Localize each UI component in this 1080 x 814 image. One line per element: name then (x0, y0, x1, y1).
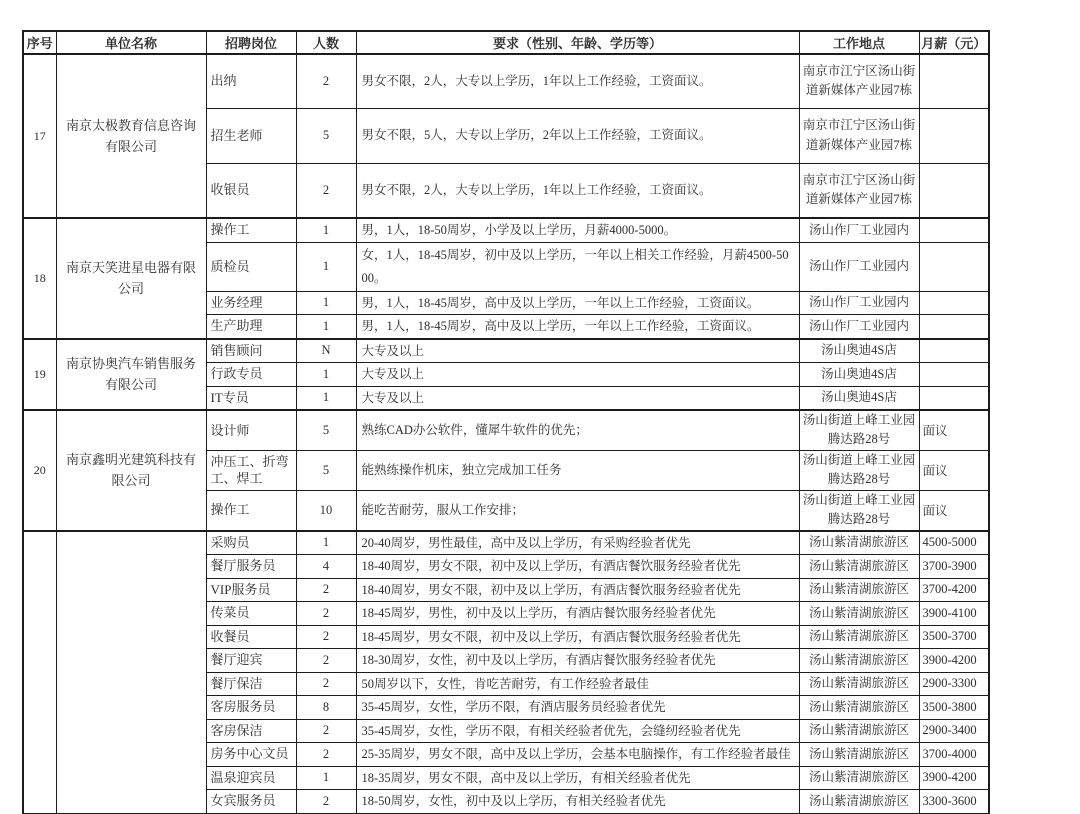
company-name-cell: 南京鑫明光建筑科技有限公司 (56, 410, 206, 531)
column-header-company: 单位名称 (56, 31, 206, 54)
position-cell: 招生老师 (206, 108, 296, 163)
column-header-position: 招聘岗位 (206, 31, 296, 54)
salary-cell: 3500-3700 (919, 625, 989, 649)
table-body (23, 54, 989, 813)
position-cell: 女宾服务员 (206, 790, 296, 814)
column-header-count: 人数 (296, 31, 356, 54)
company-name-cell (56, 531, 206, 814)
requirement-cell: 50周岁以下，女性，肯吃苦耐劳，有工作经验者最佳 (356, 672, 799, 696)
position-cell: 销售顾问 (206, 339, 296, 363)
requirement-cell: 18-35周岁，男女不限，高中及以上学历，有相关经验者优先 (356, 766, 799, 790)
headcount-cell: N (296, 339, 356, 363)
work-location-cell: 汤山街道上峰工业园腾达路28号 (799, 490, 919, 530)
headcount-cell: 5 (296, 108, 356, 163)
salary-cell: 3700-4200 (919, 578, 989, 602)
requirement-cell: 18-40周岁，男女不限，初中及以上学历，有酒店餐饮服务经验者优先 (356, 555, 799, 579)
requirement-cell: 35-45周岁，女性，学历不限，有相关经验者优先，会缝纫经验者优先 (356, 719, 799, 743)
position-cell: 行政专员 (206, 363, 296, 387)
salary-cell: 3900-4100 (919, 602, 989, 626)
work-location-cell: 汤山作厂工业园内 (799, 291, 919, 315)
work-location-cell: 汤山紫清湖旅游区 (799, 790, 919, 814)
headcount-cell: 1 (296, 531, 356, 555)
work-location-cell: 汤山作厂工业园内 (799, 315, 919, 339)
work-location-cell: 汤山奥迪4S店 (799, 363, 919, 387)
row-number-cell: 18 (23, 218, 56, 339)
work-location-cell: 南京市江宁区汤山街道新媒体产业园7栋 (799, 54, 919, 108)
work-location-cell: 汤山作厂工业园内 (799, 218, 919, 242)
requirement-cell: 35-45周岁，女性，学历不限，有酒店服务员经验者优先 (356, 696, 799, 720)
headcount-cell: 5 (296, 450, 356, 490)
headcount-cell: 1 (296, 386, 356, 410)
headcount-cell: 2 (296, 672, 356, 696)
requirement-cell: 18-45周岁，男性，初中及以上学历，有酒店餐饮服务经验者优先 (356, 602, 799, 626)
work-location-cell: 汤山紫清湖旅游区 (799, 743, 919, 767)
requirement-cell: 能熟练操作机床，独立完成加工任务 (356, 450, 799, 490)
work-location-cell: 南京市江宁区汤山街道新媒体产业园7栋 (799, 108, 919, 163)
company-name-cell: 南京天笑进星电器有限公司 (56, 218, 206, 339)
position-cell: 冲压工、折弯工、焊工 (206, 450, 296, 490)
column-header-salary: 月薪（元） (919, 31, 989, 54)
salary-cell: 2900-3300 (919, 672, 989, 696)
work-location-cell: 汤山作厂工业园内 (799, 242, 919, 291)
headcount-cell: 2 (296, 790, 356, 814)
work-location-cell: 汤山紫清湖旅游区 (799, 555, 919, 579)
requirement-cell: 大专及以上 (356, 339, 799, 363)
table-row (23, 410, 989, 450)
headcount-cell: 1 (296, 218, 356, 242)
requirement-cell: 熟练CAD办公软件，懂犀牛软件的优先； (356, 410, 799, 450)
position-cell: 餐厅保洁 (206, 672, 296, 696)
salary-cell: 3900-4200 (919, 649, 989, 673)
salary-cell (919, 291, 989, 315)
row-number-cell: 20 (23, 410, 56, 531)
position-cell: 客房服务员 (206, 696, 296, 720)
position-cell: 收餐员 (206, 625, 296, 649)
company-name-cell: 南京协奥汽车销售服务有限公司 (56, 339, 206, 411)
table-row (23, 218, 989, 242)
headcount-cell: 2 (296, 54, 356, 108)
row-number-cell: 17 (23, 54, 56, 218)
headcount-cell: 1 (296, 291, 356, 315)
headcount-cell: 4 (296, 555, 356, 579)
work-location-cell: 汤山紫清湖旅游区 (799, 649, 919, 673)
requirement-cell: 25-35周岁，男女不限，高中及以上学历，会基本电脑操作，有工作经验者最佳 (356, 743, 799, 767)
salary-cell: 3500-3800 (919, 696, 989, 720)
headcount-cell: 8 (296, 696, 356, 720)
salary-cell (919, 242, 989, 291)
requirement-cell: 男，1人，18-45周岁，高中及以上学历，一年以上工作经验，工资面议。 (356, 315, 799, 339)
requirement-cell: 18-45周岁，男女不限，初中及以上学历，有酒店餐饮服务经验者优先 (356, 625, 799, 649)
position-cell: 操作工 (206, 218, 296, 242)
requirement-cell: 大专及以上 (356, 363, 799, 387)
headcount-cell: 5 (296, 410, 356, 450)
requirement-cell: 男女不限，5人，大专以上学历，2年以上工作经验，工资面议。 (356, 108, 799, 163)
position-cell: 客房保洁 (206, 719, 296, 743)
salary-cell: 面议 (919, 490, 989, 530)
requirement-cell: 男女不限，2人，大专以上学历，1年以上工作经验，工资面议。 (356, 163, 799, 218)
position-cell: 设计师 (206, 410, 296, 450)
job-table (22, 30, 990, 814)
headcount-cell: 1 (296, 363, 356, 387)
position-cell: 餐厅服务员 (206, 555, 296, 579)
position-cell: 出纳 (206, 54, 296, 108)
work-location-cell: 南京市江宁区汤山街道新媒体产业园7栋 (799, 163, 919, 218)
row-number-cell (23, 531, 56, 814)
position-cell: 温泉迎宾员 (206, 766, 296, 790)
salary-cell (919, 218, 989, 242)
row-number-cell: 19 (23, 339, 56, 411)
salary-cell (919, 54, 989, 108)
work-location-cell: 汤山街道上峰工业园腾达路28号 (799, 450, 919, 490)
headcount-cell: 2 (296, 163, 356, 218)
position-cell: 操作工 (206, 490, 296, 530)
salary-cell: 面议 (919, 410, 989, 450)
position-cell: VIP服务员 (206, 578, 296, 602)
position-cell: 餐厅迎宾 (206, 649, 296, 673)
table-row (23, 54, 989, 108)
work-location-cell: 汤山紫清湖旅游区 (799, 766, 919, 790)
position-cell: IT专员 (206, 386, 296, 410)
requirement-cell: 男，1人，18-45周岁，高中及以上学历，一年以上工作经验，工资面议。 (356, 291, 799, 315)
requirement-cell: 男，1人，18-50周岁，小学及以上学历，月薪4000-5000。 (356, 218, 799, 242)
headcount-cell: 2 (296, 625, 356, 649)
work-location-cell: 汤山紫清湖旅游区 (799, 578, 919, 602)
company-name-cell: 南京太极教育信息咨询有限公司 (56, 54, 206, 218)
work-location-cell: 汤山奥迪4S店 (799, 339, 919, 363)
salary-cell (919, 386, 989, 410)
column-header-no: 序号 (23, 31, 56, 54)
work-location-cell: 汤山街道上峰工业园腾达路28号 (799, 410, 919, 450)
requirement-cell: 女，1人，18-45周岁，初中及以上学历，一年以上相关工作经验，月薪4500-5000。 (356, 242, 799, 291)
salary-cell: 2900-3400 (919, 719, 989, 743)
salary-cell (919, 363, 989, 387)
headcount-cell: 1 (296, 242, 356, 291)
table-row (23, 339, 989, 363)
headcount-cell: 2 (296, 602, 356, 626)
work-location-cell: 汤山紫清湖旅游区 (799, 602, 919, 626)
position-cell: 生产助理 (206, 315, 296, 339)
requirement-cell: 能吃苦耐劳，服从工作安排； (356, 490, 799, 530)
requirement-cell: 18-50周岁，女性，初中及以上学历，有相关经验者优先 (356, 790, 799, 814)
headcount-cell: 2 (296, 649, 356, 673)
position-cell: 质检员 (206, 242, 296, 291)
table-row (23, 531, 989, 555)
requirement-cell: 大专及以上 (356, 386, 799, 410)
column-header-requirement: 要求（性别、年龄、学历等） (356, 31, 799, 54)
requirement-cell: 20-40周岁，男性最佳，高中及以上学历，有采购经验者优先 (356, 531, 799, 555)
requirement-cell: 18-40周岁，男女不限，初中及以上学历，有酒店餐饮服务经验者优先 (356, 578, 799, 602)
column-header-location: 工作地点 (799, 31, 919, 54)
position-cell: 收银员 (206, 163, 296, 218)
salary-cell: 3300-3600 (919, 790, 989, 814)
work-location-cell: 汤山紫清湖旅游区 (799, 625, 919, 649)
salary-cell: 4500-5000 (919, 531, 989, 555)
headcount-cell: 2 (296, 578, 356, 602)
headcount-cell: 2 (296, 743, 356, 767)
position-cell: 传菜员 (206, 602, 296, 626)
salary-cell (919, 339, 989, 363)
salary-cell: 3900-4200 (919, 766, 989, 790)
headcount-cell: 1 (296, 766, 356, 790)
work-location-cell: 汤山紫清湖旅游区 (799, 531, 919, 555)
work-location-cell: 汤山奥迪4S店 (799, 386, 919, 410)
salary-cell (919, 108, 989, 163)
salary-cell: 3700-3900 (919, 555, 989, 579)
headcount-cell: 10 (296, 490, 356, 530)
work-location-cell: 汤山紫清湖旅游区 (799, 719, 919, 743)
work-location-cell: 汤山紫清湖旅游区 (799, 672, 919, 696)
headcount-cell: 1 (296, 315, 356, 339)
headcount-cell: 2 (296, 719, 356, 743)
table-header (23, 31, 989, 54)
requirement-cell: 18-30周岁，女性，初中及以上学历，有酒店餐饮服务经验者优先 (356, 649, 799, 673)
salary-cell (919, 315, 989, 339)
work-location-cell: 汤山紫清湖旅游区 (799, 696, 919, 720)
salary-cell (919, 163, 989, 218)
position-cell: 房务中心文员 (206, 743, 296, 767)
salary-cell: 3700-4000 (919, 743, 989, 767)
position-cell: 采购员 (206, 531, 296, 555)
salary-cell: 面议 (919, 450, 989, 490)
position-cell: 业务经理 (206, 291, 296, 315)
requirement-cell: 男女不限，2人，大专以上学历，1年以上工作经验，工资面议。 (356, 54, 799, 108)
